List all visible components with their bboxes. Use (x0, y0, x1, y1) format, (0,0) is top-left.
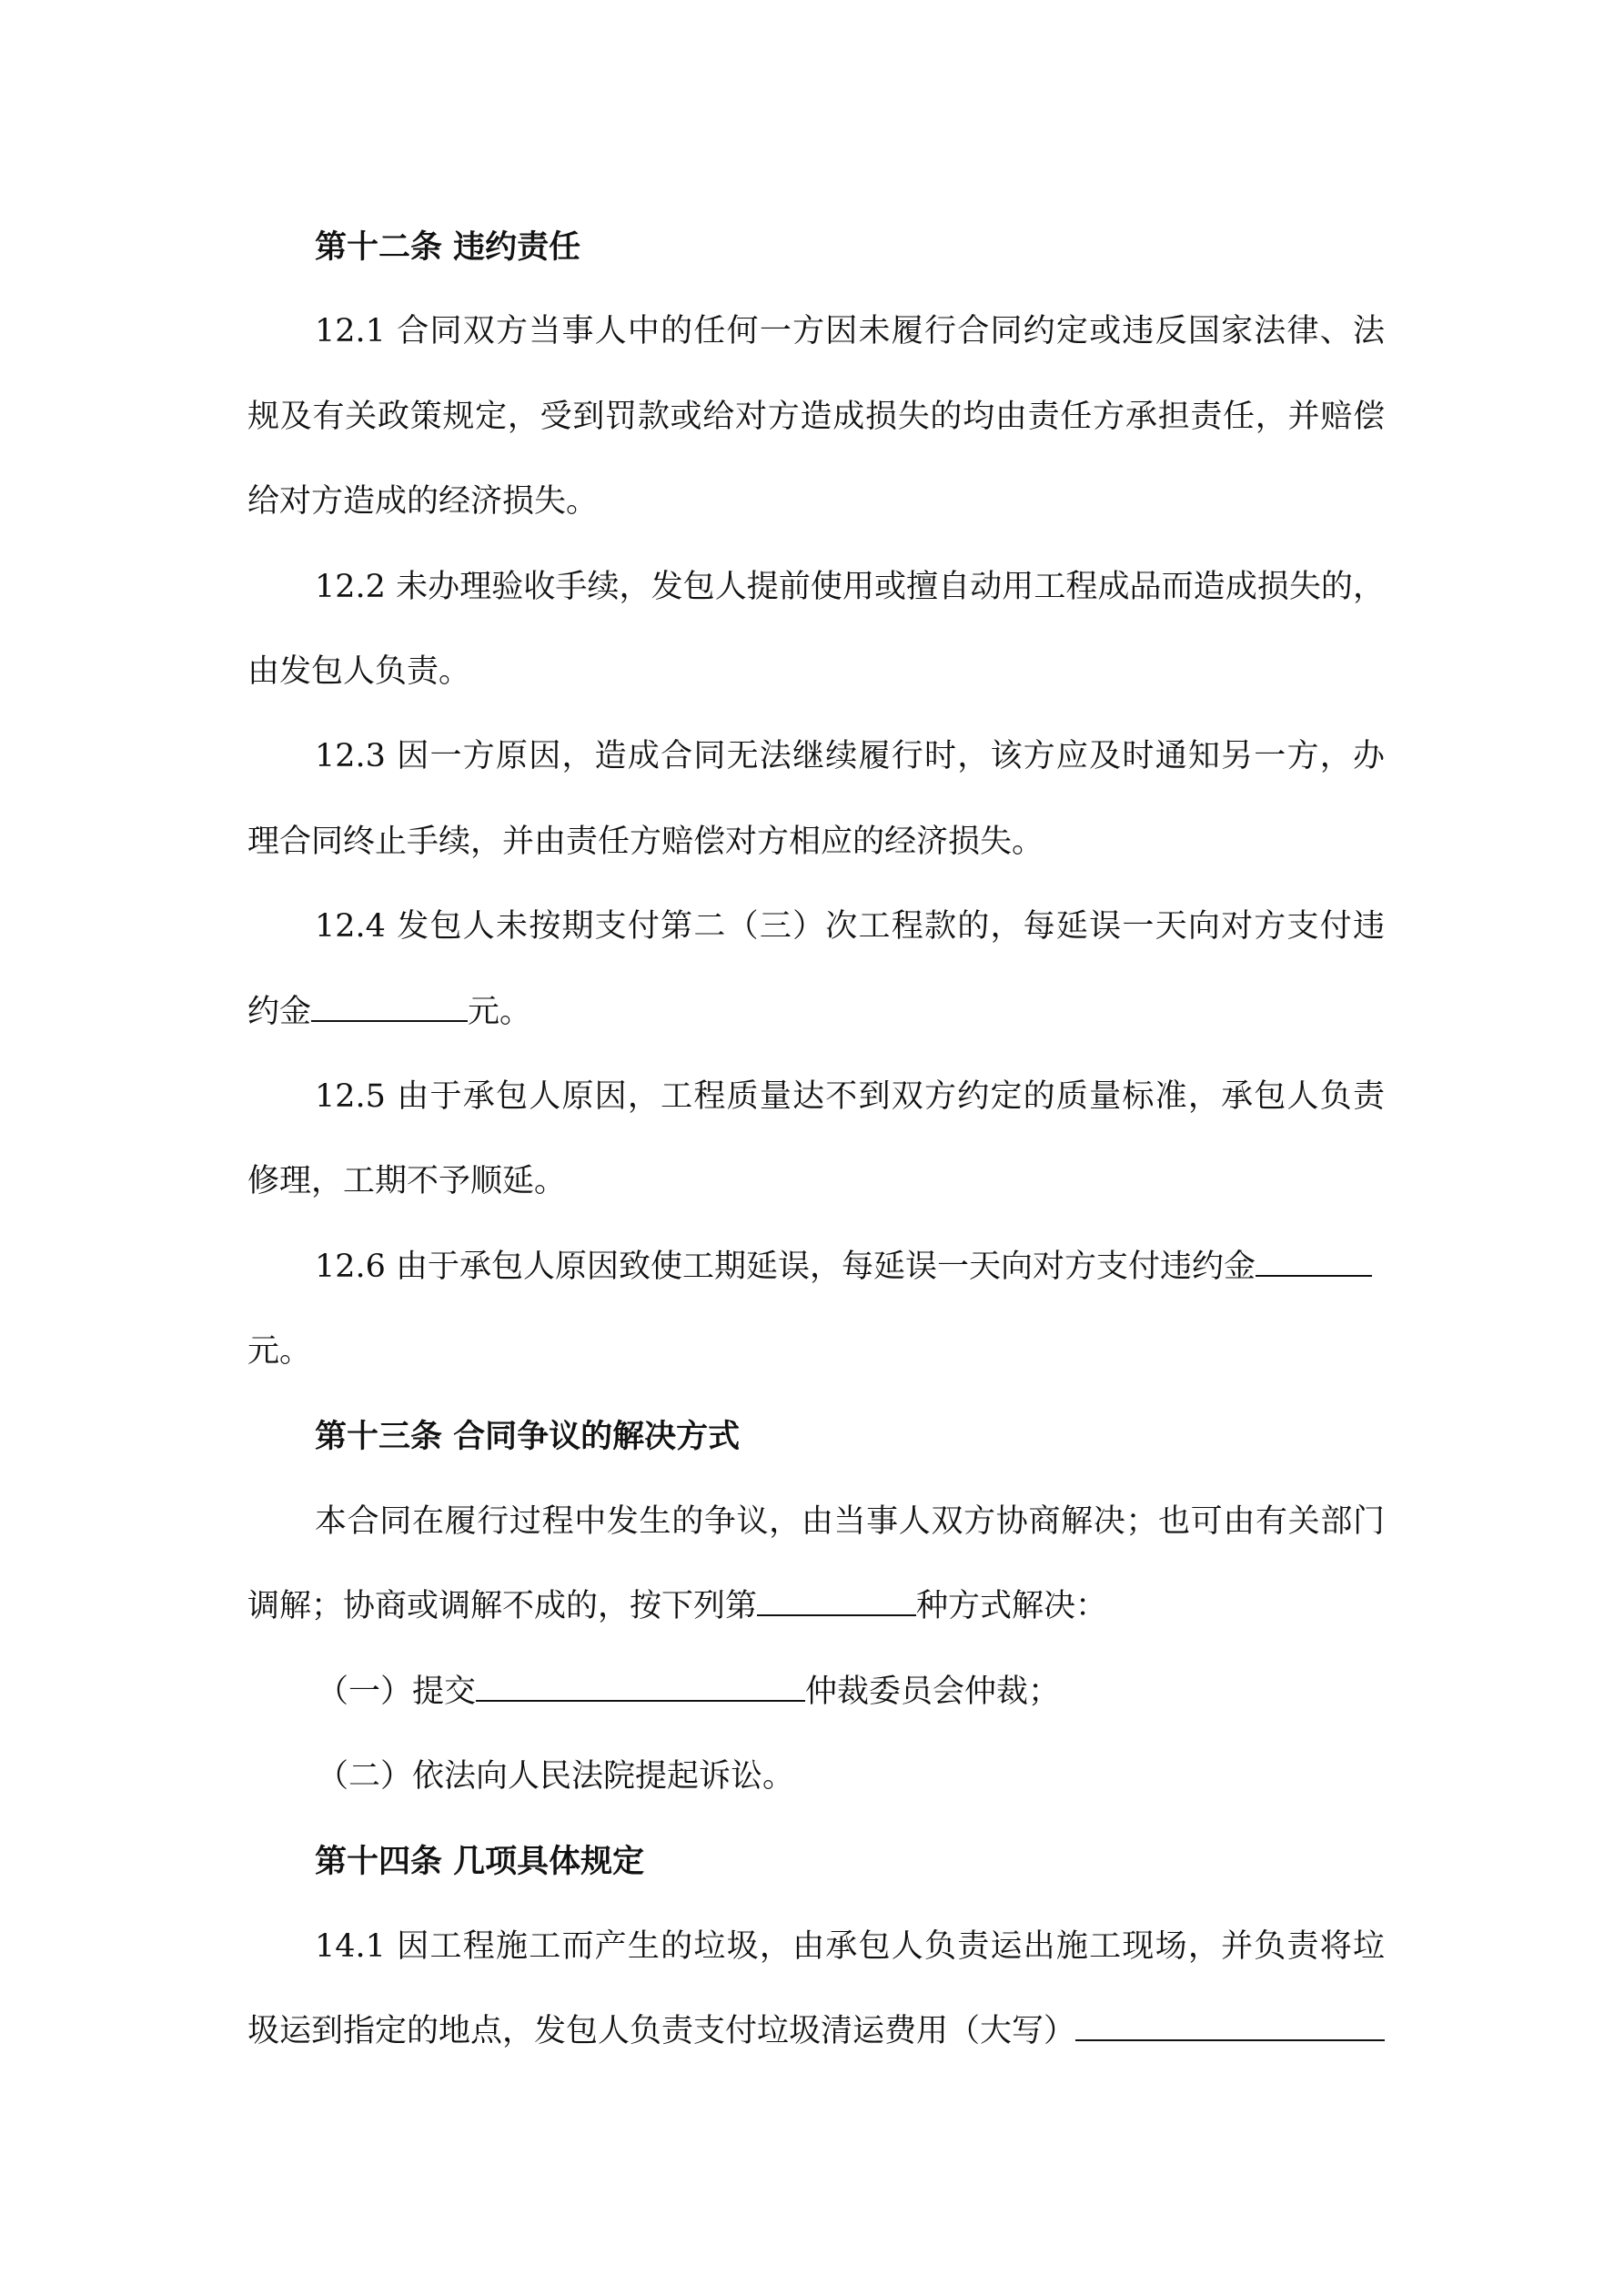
clause-12-6-line-1: 12.6 由于承包人原因致使工期延误，每延误一天向对方支付违约金 (247, 1225, 1385, 1310)
article-13-para-line-2: 调解；协商或调解不成的，按下列第 种方式解决： (247, 1588, 1108, 1625)
article-14-heading: 第十四条 几项具体规定 (315, 1843, 645, 1881)
contract-body (247, 205, 1385, 2075)
clause-12-4-line-2: 约金 元。 (247, 993, 532, 1030)
clause-12-4-line-1: 12.4 发包人未按期支付第二（三）次工程款的，每延误一天向对方支付违 (315, 908, 1385, 946)
penalty-amount-blank[interactable] (311, 1019, 468, 1022)
clause-14-1-line-2: 圾运到指定的地点，发包人负责支付垃圾清运费用（大写） (247, 1989, 1385, 2074)
clause-14-1-line-1: 14.1 因工程施工而产生的垃圾，由承包人负责运出施工现场，并负责将垃 (315, 1927, 1385, 1965)
clause-12-1-line-1: 12.1 合同双方当事人中的任何一方因未履行合同约定或违反国家法律、法 (315, 313, 1385, 350)
clause-12-5-line-1: 12.5 由于承包人原因，工程质量达不到双方约定的质量标准，承包人负责 (315, 1077, 1385, 1115)
clause-12-6-line-2: 元。 (247, 1333, 312, 1371)
dispute-method-number-blank[interactable] (757, 1613, 916, 1616)
clause-12-2-line-2: 由发包人负责。 (247, 652, 471, 690)
arbitration-commission-blank[interactable] (476, 1699, 805, 1702)
dispute-option-1: （一）提交 仲裁委员会仲裁； (317, 1673, 1061, 1710)
delay-penalty-blank[interactable] (1256, 1274, 1372, 1277)
garbage-fee-amount-blank[interactable] (1075, 2038, 1385, 2041)
clause-12-3-line-1: 12.3 因一方原因，造成合同无法继续履行时，该方应及时通知另一方，办 (315, 738, 1385, 775)
article-13-para-line-1: 本合同在履行过程中发生的争议，由当事人双方协商解决；也可由有关部门 (315, 1502, 1385, 1540)
dispute-option-2: （二）依法向人民法院提起诉讼。 (317, 1758, 795, 1795)
clause-12-5-line-2: 修理，工期不予顺延。 (247, 1163, 567, 1200)
clause-12-1-line-2: 规及有关政策规定，受到罚款或给对方造成损失的均由责任方承担责任，并赔偿 (247, 398, 1385, 435)
clause-12-3-line-2: 理合同终止手续，并由责任方赔偿对方相应的经济损失。 (247, 823, 1044, 860)
clause-12-2-line-1: 12.2 未办理验收手续，发包人提前使用或擅自动用工程成品而造成损失的， (315, 568, 1385, 605)
article-12-heading: 第十二条 违约责任 (315, 228, 581, 266)
clause-12-1-line-3: 给对方造成的经济损失。 (247, 483, 599, 521)
article-13-heading: 第十三条 合同争议的解决方式 (315, 1418, 741, 1456)
